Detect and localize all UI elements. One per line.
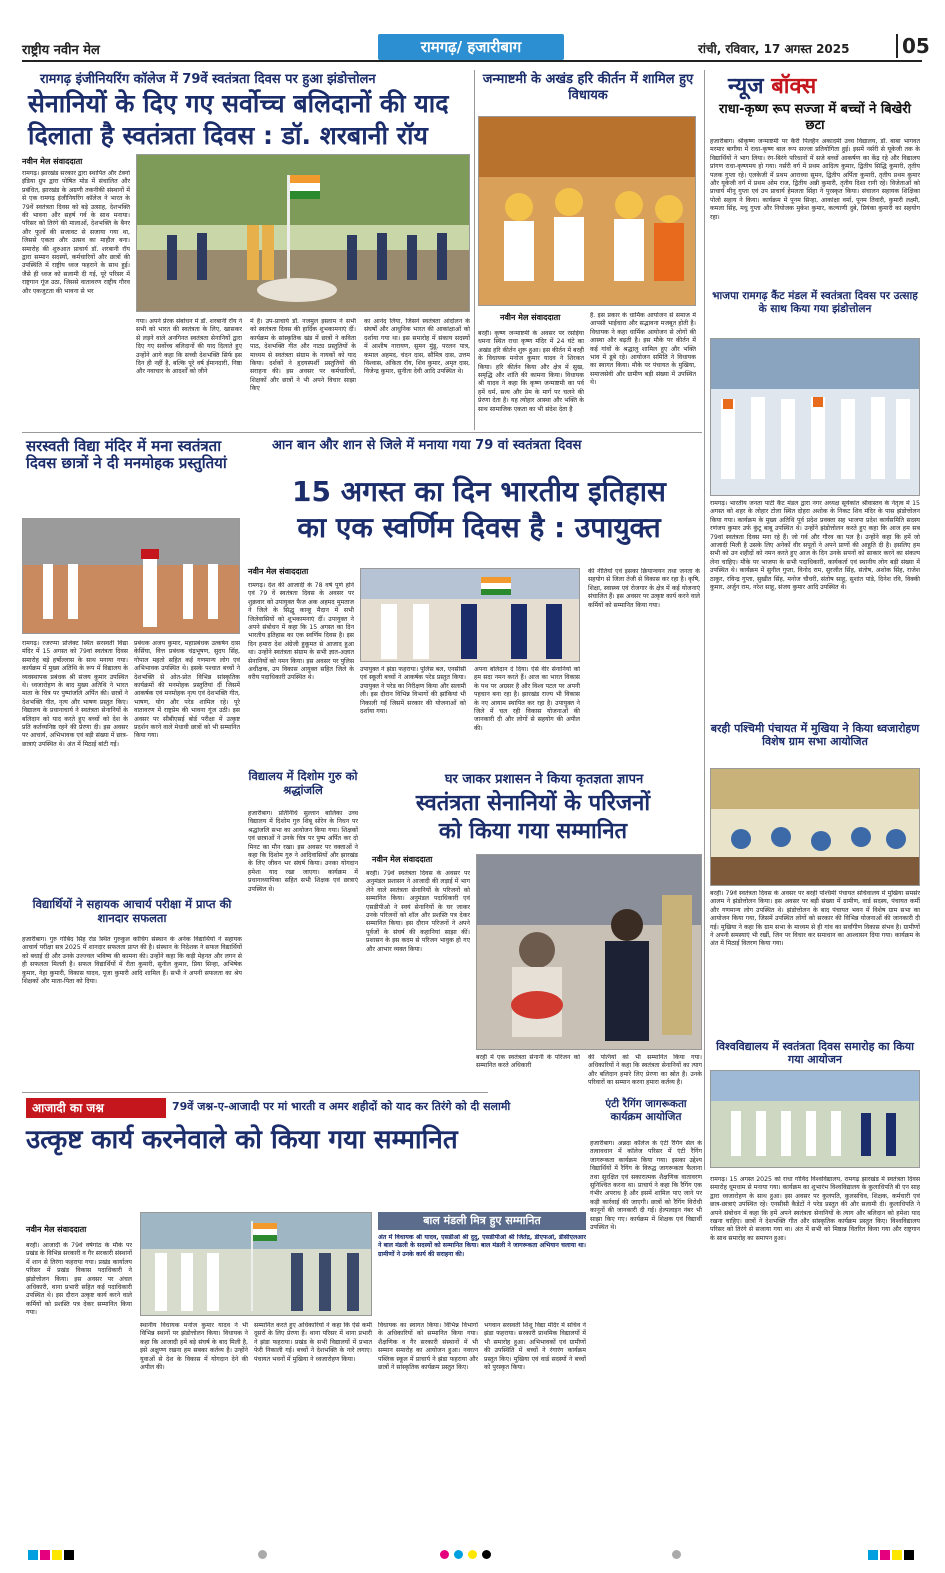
- section-rule: [22, 432, 702, 433]
- story7-text: हजारीबाग। गुरु गोबिंद सिंह रोड स्थित गुरुकुल कोचिंग संस्थान के अनेक विद्यार्थियों ने सहायक आचार्य परीक्षा सत्र 2025 में शानदार सफलता प्राप्त की है। संस्थान के निदेशक ने सफल विद्यार्थियों को बधाई दी और उनके उज्ज्वल भविष्य की कामना की। उन्होंने कहा कि कड़ी मेहनत और लगन से ही सफलता मिलती है। सफल विद्यार्थियों में रीता कुमारी, सुनील कुमार, प्रिया सिन्हा, अभिषेक कुमार, नेहा कुमारी, विकास यादव, पूजा कुमारी आदि शामिल हैं। सभी ने अपनी सफलता का श्रेय शिक्षकों और माता-पिता को दिया।: [22, 936, 242, 986]
- news3-text: बरही। 79वें स्वतंत्रता दिवस के अवसर पर बरही पश्चिमी पंचायत सचिवालय में मुखिया समसेर आलम ने झंडोत्तोलन किया। इस अवसर पर बड़ी संख्या में ग्रामीण, वार्ड सदस्य, पंचायत कर्मी और गणमान्य लोग उपस्थित थे। झंडोत्तोलन के बाद पंचायत भवन में विशेष ग्राम सभा का आयोजन किया गया, जिसमें उपस्थित लोगों को सरकार की विभिन्न योजनाओं की जानकारी दी गई। मुखिया ने कहा कि ग्राम सभा के माध्यम से ही गांव का सर्वांगीण विकास संभव है। ग्रामीणों ने अपनी समस्याएं भी रखीं, जिन पर विचार कर समाधान का आश्वासन दिया गया। कार्यक्रम के अंत में मिठाई वितरण किया गया।: [710, 890, 920, 948]
- story1-byline: नवीन मेल संवाददाता: [22, 157, 83, 166]
- reg-dot: [258, 1550, 267, 1559]
- photo-university-parade: [710, 1070, 920, 1168]
- story9-col1: बरही। आजादी के 79वें वर्षगांठ के मौके पर प्रखंड के विभिन्न सरकारी व गैर सरकारी संस्थानों में शान से तिरंगा फहराया गया। प्रखंड कार्यालय परिसर में प्रखंड विकास पदाधिकारी ने झंडोत्तोलन किया। इस अवसर पर अंचल अधिकारी, थाना प्रभारी सहित कई पदाधिकारी उपस्थित थे। इस दौरान उत्कृष्ट कार्य करने वाले कर्मियों को प्रशस्ति पत्र देकर सम्मानित किया गया।: [26, 1242, 132, 1317]
- story9-headline: उत्कृष्ट कार्य करनेवाले को किया गया सम्मानित: [26, 1125, 458, 1155]
- color-bar-yellow: [52, 1550, 62, 1560]
- photo-bjp-flag: [710, 338, 920, 496]
- news1-text: हजारीबाग। श्रीकृष्ण जन्माष्टमी पर कैरी पिलहैन अकादमी उच्च विद्यालय, डॉ. बाबा भागवत मरमार बागीया में राधा-कृष्ण बाल रूप सज्जा प्रतियोगिता हुई। इसमें नर्सरी से यूकेजी तक के विद्यार्थियों ने भाग लिया। रंग-बिरंगे परिधानों में सजे बच्चों आकर्षण का केंद्र रहे और विद्यालय प्रांगण राधा-कृष्णमय हो गया। नर्सरी वर्ग में प्रथम आदित्य कुमार, द्वितीय सिद्धि कुमारी, तृतीय पलक गुप्ता रहे। एलकेजी में प्रथम आराध्या सुमन, द्वितीय अर्पिता कुमारी, तृतीय प्रथम कुमार और यूकेजी वर्ग में प्रथम ओम राज, द्वितीय अन्नी कुमारी, तृतीय दिशा रानी रहे। विजेताओं को प्राचार्य मीनू गुप्ता एवं उप प्राचार्य हेमलता सिंहा ने पुरस्कृत किया। संचालन सहायक शिक्षिका पोलो सहाय ने किया। कार्यक्रम में पूनम सिन्हा, आकांक्षा वर्मा, पूनम तिवारी, कुमारी लक्ष्मी, कमला सिंह, मधु गुप्ता और नियोजक मुकेश कुमार, कल्याणी दुबे, प्रियंका कुमारी का सहयोग रहा।: [710, 138, 920, 221]
- story-freedom-fighter-families: [364, 770, 702, 1088]
- photo-tiranga-salute: [140, 1212, 372, 1316]
- news-box-title: [728, 70, 816, 100]
- news-box-title-2: बॉक्स: [771, 74, 817, 99]
- news4-headline: विश्वविद्यालय में स्वतंत्रता दिवस समारोह का किया गया आयोजन: [716, 1040, 914, 1067]
- section-rule: [22, 1092, 488, 1093]
- photo-school-parade: [22, 518, 240, 634]
- color-bar-magenta: [880, 1550, 890, 1560]
- story6-text: हजारीबाग। प्रतिनिधि सुल्तान बालिका उच्च विद्यालय में दिशोम गुरु शिबू सोरेन के निधन पर श्रद्धांजलि सभा का आयोजन किया गया। शिक्षकों एवं छात्राओं ने उनके चित्र पर पुष्प अर्पित कर दो मिनट का मौन रखा। इस अवसर पर वक्ताओं ने कहा कि दिशोम गुरु ने आदिवासियों और झारखंड के लिए जीवन भर संघर्ष किया। उनका योगदान हमेशा याद रखा जाएगा। कार्यक्रम में प्रधानाध्यापिका सहित सभी शिक्षक एवं छात्राएं उपस्थित थे।: [248, 810, 358, 893]
- story9-byline: नवीन मेल संवाददाता: [26, 1225, 87, 1234]
- story9-kicker: 79वें जश्न-ए-आजादी पर मां भारती व अमर शहीदों को याद कर तिरंगे को दी सलामी: [172, 1100, 511, 1113]
- story5-col1: रामगढ़। देश की आजादी के 78 वर्ष पूर्ण होने एवं 79 वें स्वतंत्रता दिवस के अवसर पर शुक्रवार को उपायुक्त फैज अक अहमद मुमताज ने जिले के सिद्धू कान्हू मैदान में सभी जिलेवासियों को शुभकामनाएं दीं। उपायुक्त ने अपने संबोधन में कहा कि 15 अगस्त का दिन भारतीय इतिहास का एक स्वर्णिम दिवस है। इस दिन हमारा देश अंग्रेजी हुकूमत से आजाद हुआ था। उन्होंने स्वतंत्रता संग्राम के सभी ज्ञात-अज्ञात सेनानियों को नमन किया। इस अवसर पर पुलिस अधीक्षक, उप विकास आयुक्त सहित जिले के वरीय पदाधिकारी उपस्थित थे।: [248, 582, 354, 682]
- news-box-title-1: न्यूज: [728, 74, 772, 99]
- masthead: [22, 32, 930, 62]
- story1-col2: गया। अपने प्रेरक संबोधन में डॉ. शरबानी रॉय ने सभी को भारत की स्वतंत्रता के लिए, खासकर से लड़ने वाले अनगिनत स्वतंत्रता सेनानियों द्वारा दिए गए सर्वोच्च बलिदानों की याद दिलाते हुए उन्होंने आगे कहा कि सच्ची देशभक्ति सिर्फ इस दिन ही नहीं है, बल्कि पूरे वर्ष ईमानदारी, निष्ठा और नवाचार के आदर्शों को जीने: [136, 318, 242, 376]
- story-anti-ragging: [590, 1096, 702, 1536]
- story4-headline: सरस्वती विद्या मंदिर में मना स्वतंत्रता दिवस छात्रों ने दी मनमोहक प्रस्तुतियां: [26, 437, 227, 472]
- story8-kicker: घर जाकर प्रशासन ने किया कृतज्ञता ज्ञापन: [444, 772, 644, 787]
- story4-col2: प्रबंधक अजय कुमार, महाप्रबंधक उत्कर्षन दास केसिंघा, वित्त प्रबंधक चंद्रभूषण, सुदय सिंह, गोपाल महतो सहित कई गणमान्य लोग एवं अभिभावक उपस्थित थे। इसके पश्चात बच्चों ने देशभक्ति से ओत-प्रोत विभिन्न सांस्कृतिक कार्यक्रमों की मनमोहक प्रस्तुतियां दीं जिसमें आकर्षक एवं मनमोहक नृत्य एवं देशभक्ति गीत, भाषण, योग और परेड शामिल रहे। पूरे वातावरण में राष्ट्रप्रेम की भावना गूंज उठी। इस अवसर पर सीबीएसई बोर्ड परीक्षा में उत्कृष्ट प्रदर्शन करने वाले मेधावी छात्रों को भी सम्मानित किया गया।: [134, 640, 240, 740]
- story-dishom-guru: [248, 770, 358, 1080]
- news2-headline: भाजपा रामगढ़ कैंट मंडल में स्वतंत्रता दिवस पर उत्साह के साथ किया गया झंडोत्तोलन: [712, 290, 918, 315]
- story1-col1: रामगढ़। झारखंड सरकार द्वारा स्थापित और टेक्नो इंडिया ग्रुप द्वारा पोषित मोड में संचालित और प्रबंधित, झारखंड के अग्रणी तकनीकी संस्थानों में से एक रामगढ़ इंजीनियरिंग कॉलेज ने भारत के 79वें स्वतंत्रता दिवस को बड़े उत्साह, देशभक्ति की भावना और सहर्ष गर्व के साथ मनाया। परिसर को तिरंगे की मालाओं, देशभक्ति के बैनर और फूलों की सजावट से सजाया गया था, जिससे एकता और उत्सव का माहौल बना। समारोह की शुरुआत प्राचार्य डॉ. शरबानी रॉय द्वारा सम्मान सदस्यों, कर्मचारियों और छात्रों की उपस्थिति में राष्ट्रीय ध्वज फहराने के साथ हुई। जैसे ही ध्वज को सलामी दी गई, पूरे परिसर में राष्ट्रगान गूंज उठा, जिससे वातावरण राष्ट्रीय गौरव और एकजुटता की भावना से भर: [22, 170, 130, 295]
- story5-col3: अपना बलिदान दे दिया। ऐसे वीर सेनानियों को हम सदा नमन करते हैं। आज का भारत विकास के पथ पर अग्रसर है और विश्व पटल पर अपनी पहचान बना रहा है। झारखंड राज्य भी विकास के नए आयाम स्थापित कर रहा है। उपायुक्त ने जिले में चल रही विकास योजनाओं की जानकारी दी और लोगों से सहयोग की अपील की।: [474, 666, 580, 732]
- photo-flag-hoisting-college: [136, 154, 470, 312]
- page-number: 05: [896, 34, 930, 58]
- news1-headline: राधा-कृष्ण रूप सज्जा में बच्चों ने बिखेरी छटा: [719, 102, 911, 133]
- bal-mandali-text: अंत में विधायक श्री यादव, एसडीओ श्री दुदु, एसडीपीओ श्री जितेंद्र, डीएफओ, डीसीएलआर ने बाल मंडली के सदस्यों को सम्मानित किया। बाल मंडली ने जागरूकता अभियान चलाया था। ग्रामीणों ने उनके कार्य की सराहना की।: [378, 1234, 586, 1258]
- story9-col2: स्थानीय विधायक मनोज कुमार यादव ने भी विभिन्न स्थानों पर झंडोत्तोलन किया। विधायक ने कहा कि आजादी हमें बड़े संघर्ष के बाद मिली है, इसे अक्षुण्ण रखना हम सबका कर्तव्य है। उन्होंने युवाओं से देश के विकास में योगदान देने की अपील की।: [140, 1322, 248, 1372]
- story-sahayak-acharya: [22, 898, 242, 1088]
- story-saraswati-vidya-mandir: [22, 436, 240, 896]
- photo-district-flag: [360, 568, 580, 662]
- story1-headline-2: दिलाता है स्वतंत्रता दिवस : डॉ. शरबानी रॉय: [28, 121, 428, 150]
- news-box: [708, 68, 922, 1170]
- color-bar-yellow: [892, 1550, 902, 1560]
- story-upayukt: [246, 436, 702, 766]
- color-bar-black: [64, 1550, 74, 1560]
- story8-col2: की पत्नियों को भी सम्मानित किया गया। अधिकारियों ने कहा कि स्वतंत्रता सेनानियों का त्याग और बलिदान हमारे लिए प्रेरणा का स्रोत है। उनके परिवारों का सम्मान करना हमारा कर्तव्य है।: [588, 1054, 702, 1086]
- story8-headline-1: स्वतंत्रता सेनानियों के परिजनों: [415, 791, 651, 816]
- footer-marks: [22, 1546, 922, 1566]
- photo-gram-sabha: [710, 768, 920, 886]
- story2-headline: जन्माष्टमी के अखंड हरि कीर्तन में शामिल हुए विधायक: [482, 72, 694, 103]
- story-aazadi-ka-jashn: [22, 1096, 586, 1536]
- story4-col1: रामगढ़। रजरप्पा प्रोजेक्ट स्थित सरस्वती विद्या मंदिर में 15 अगस्त को 79वां स्वतंत्रता दिवस समारोह बड़े हर्षोल्लास के साथ मनाया गया। कार्यक्रम में मुख्य अतिथि के रूप में विद्यालय के व्यवस्थापक प्रबंधक श्री संजय कुमार उपस्थित थे। ध्वजारोहण के बाद मुख्य अतिथि ने भारत माता के चित्र पर पुष्पांजलि अर्पित की। छात्रों ने देशभक्ति गीत, नृत्य और भाषण प्रस्तुत किए। विद्यालय के प्रधानाचार्य ने स्वतंत्रता सेनानियों के बलिदान को याद करते हुए बच्चों को देश के प्रति कर्तव्यनिष्ठ रहने की प्रेरणा दी। इस अवसर पर आचार्य, अभिभावक एवं बड़ी संख्या में छात्र-छात्राएं उपस्थित थे। अंत में मिठाई बांटी गई।: [22, 640, 128, 748]
- story8-headline-2: को किया गया सम्मानित: [438, 819, 628, 844]
- story-janmashtami-kirtan: [478, 70, 698, 430]
- reg-dot-cyan: [454, 1550, 463, 1559]
- story1-col3: में हैं। उप-प्राचार्य डॉ. नजमुल इस्लाम ने सभी को स्वतंत्रता दिवस की हार्दिक शुभकामनाएं दीं। कार्यक्रम के सांस्कृतिक खंड में छात्रों ने कविता पाठ, देशभक्ति गीत और नाट्य प्रस्तुतियों के माध्यम से स्वतंत्रता संग्राम के नायकों को याद किया। दर्शकों ने हृदयस्पर्शी प्रस्तुतियों की सराहना की। इस अवसर पर कर्मचारियों, शिक्षकों और छात्रों ने भी अपने विचार साझा किए: [250, 318, 356, 393]
- bal-mandali-heading: बाल मंडली मित्र हुए सम्मानित: [378, 1212, 586, 1230]
- news4-text: रामगढ़। 15 अगस्त 2025 को राधा गोविंद विश्वविद्यालय, रामगढ़ झारखंड में स्वतंत्रता दिवस समारोह धूमधाम से मनाया गया। कार्यक्रम का शुभारंभ विश्वविद्यालय के कुलाधिपति बी एन साह द्वारा ध्वजारोहण के साथ हुआ। इस अवसर पर कुलपति, कुलसचिव, शिक्षक, कर्मचारी एवं छात्र-छात्राएं उपस्थित रहे। एनसीसी कैडेटों ने परेड प्रस्तुत की और सलामी दी। कुलाधिपति ने अपने संबोधन में कहा कि हमें अपने स्वतंत्रता सेनानियों के त्याग और बलिदान को हमेशा याद रखना चाहिए। छात्रों ने देशभक्ति गीत और सांस्कृतिक कार्यक्रम प्रस्तुत किए। विश्वविद्यालय परिसर को तिरंगे से सजाया गया था। अंत में सभी को मिष्ठान्न वितरित किया गया और राष्ट्रगान के साथ समारोह का समापन हुआ।: [710, 1176, 920, 1242]
- story1-col4: का आनंद लिया, जिसने स्वतंत्रता आंदोलन के संघर्षों और आधुनिक भारत की आकांक्षाओं को दर्शाया गया था। इस समारोह में संकाय सदस्यों में आशीष नारायण, सुमन मुंडू, परलन पात्र, कमाल अहमद, चंदन दास, सौमित्र दास, उत्तम विश्वास, अंकिता रॉय, शिव कुमार, अमृत दास, विजेन्द्र कुमार, सुनीता देवी आदि उपस्थित थे।: [364, 318, 470, 376]
- photo-senani-caption: बरही में एक स्वतंत्रता सेनानी के परिजन को सम्मानित करते अधिकारी: [476, 1054, 580, 1070]
- color-bar-black: [904, 1550, 914, 1560]
- dateline: रांची, रविवार, 17 अगस्त 2025: [698, 42, 850, 56]
- story8-byline: नवीन मेल संवाददाता: [372, 855, 433, 864]
- section-banner: रामगढ़/ हजारीबाग: [378, 34, 564, 60]
- news3-headline: बरही पश्चिमी पंचायत में मुखिया ने किया ध्वजारोहण विशेष ग्राम सभा आयोजित: [710, 722, 920, 749]
- story9-col5: भगवान सरस्वती शिशु विद्या मंदिर में सचिव ने झंडा फहराया। सरकारी प्राथमिक विद्यालयों में भी समारोह हुआ। अभिभावकों एवं ग्रामीणों की उपस्थिति में बच्चों ने रंगारंग कार्यक्रम प्रस्तुत किए। मुखिया एवं वार्ड सदस्यों ने बच्चों को पुरस्कृत किया।: [484, 1322, 586, 1372]
- story1-headline-1: सेनानियों के दिए गए सर्वोच्च बलिदानों की याद: [28, 89, 449, 118]
- bal-mandali-box: [378, 1212, 586, 1312]
- column-rule: [474, 70, 475, 430]
- story6-headline: विद्यालय में दिशोम गुरु को श्रद्धांजलि: [248, 769, 358, 797]
- story1-kicker: रामगढ़ इंजीनियरिंग कॉलेज में 79वें स्वतंत्रता दिवस पर हुआ झंडोत्तोलन: [40, 72, 376, 87]
- story2-byline: नवीन मेल संवाददाता: [500, 313, 561, 322]
- color-bar-cyan: [868, 1550, 878, 1560]
- reg-dot-yellow: [468, 1550, 477, 1559]
- story5-byline: नवीन मेल संवाददाता: [248, 567, 309, 576]
- story-engineering-college: [22, 70, 470, 430]
- story2-col1: बरही। कृष्ण जन्माष्टमी के अवसर पर रसोईया धमना स्थित राधा कृष्ण मंदिर में 24 घंटे का अखंड हरि कीर्तन शुरू हुआ। इस कीर्तन में बरही के विधायक मनोज कुमार यादव ने शिरकत किया। हरि कीर्तन किया और क्षेत्र में सुख, समृद्धि और शांति की कामना किया। विधायक श्री यादव ने कहा कि कृष्ण जन्माष्टमी का पर्व हमें धर्म, सत्य और प्रेम के मार्ग पर चलने की प्रेरणा देता है। यह त्योहार आस्था और भक्ति के साथ सामाजिक एकता का भी संदेश देता है: [478, 330, 584, 413]
- brand: राष्ट्रीय नवीन मेल: [22, 43, 100, 58]
- story8-col1: बरही। 79वें स्वतंत्रता दिवस के अवसर पर अनुमंडल प्रशासन ने आजादी की लड़ाई में भाग लेने वाले स्वतंत्रता सेनानियों के परिजनों को सम्मानित किया। अनुमंडल पदाधिकारी एवं एसडीपीओ ने स्वयं सेनानियों के घर जाकर उनके परिजनों को शॉल और प्रशस्ति पत्र देकर सम्मानित किया। इस दौरान परिजनों ने अपने पूर्वजों के संघर्ष की कहानियां साझा कीं। प्रशासन के इस कदम से परिजन भावुक हो गए और आभार व्यक्त किया।: [366, 870, 470, 953]
- story10-headline: एंटी रैगिंग जागरूकता कार्यक्रम आयोजित: [605, 1098, 687, 1123]
- story5-col2: उपायुक्त ने झंडा फहराया। पुलिस बल, एनसीसी एवं स्कूली बच्चों ने आकर्षक परेड प्रस्तुत किया। उपायुक्त ने परेड का निरीक्षण किया और सलामी ली। इस दौरान विभिन्न विभागों की झांकियां भी निकाली गईं जिसमें सरकार की योजनाओं को दर्शाया गया।: [360, 666, 466, 716]
- story9-col4: विधायक का स्वागत किया। विभिन्न विभागों के अधिकारियों को सम्मानित किया गया। शैक्षणिक व गैर सरकारी संस्थानों में भी सम्मान समारोह का आयोजन हुआ। नवरत्न पब्लिक स्कूल में प्राचार्य ने झंडा फहराया और छात्रों ने सांस्कृतिक कार्यक्रम प्रस्तुत किए।: [378, 1322, 478, 1372]
- reg-dot: [672, 1550, 681, 1559]
- news2-text: रामगढ़। भारतीय जनता पार्टी कैंट मंडल द्वारा नगर अध्यक्ष सूर्यकांत श्रीवास्तव के नेतृत्व में 15 अगस्त को शहर के लोहार टोला स्थित दोहरा अशोक के निकट शिव मंदिर के पास झंडोत्तोलन किया गया। कार्यक्रम के मुख्य अतिथि पूर्व प्रदेश प्रवक्ता सह भाजपा प्रदेश कार्यसमिति सदस्य रणंजय कुमार उर्फ कुंटू बाबू उपस्थित थे। उन्होंने झंडोत्तोलन करते हुए कहा कि आज हम सब 79वां स्वतंत्रता दिवस मना रहे हैं। जो गर्व और गौरव का पल है। उन्होंने कहा कि हमें जो आजादी मिली है उसके लिए अनेकों वीर सपूतों ने अपने प्राणों की आहुति दी है। इसलिए हम सभी को उन शहीदों को नमन करते हुए आज के दिन उनके सपनों को साकार करने का संकल्प लेना चाहिए। मौके पर भाजपा के सभी पदाधिकारी, कार्यकर्ता एवं स्थानीय लोग बड़ी संख्या में उपस्थित थे। कार्यक्रम में सुनील गुप्ता, विनोद राम, सुरजीत सिंह, संतोष, अशोक सिंह, राजेश ठाकुर, रविन्द्र गुप्ता, सुखीत सिंह, मनोज चौधरी, संतोष साहू, सुशांत पांडे, दिनेश रवि, विक्की कुमार, अर्जुन राम, नरेश साहू, संजय कुमार आदि उपस्थित थे।: [710, 500, 920, 592]
- story5-headline-2: का एक स्वर्णिम दिवस है : उपायुक्त: [297, 511, 661, 544]
- color-bar-magenta: [40, 1550, 50, 1560]
- reg-dot-black: [482, 1550, 491, 1559]
- story2-col2: है. इस प्रकार के धार्मिक आयोजन से समाज में आपसी भाईचारा और सद्भावना मजबूत होती है। विधायक ने कहा धार्मिक आयोजन से लोगों की आस्था और बढ़ती है। इस मौके पर कीर्तन में कई गांवों के श्रद्धालु शामिल हुए और भक्ति भाव में डूबे रहे। आयोजन समिति ने विधायक का स्वागत किया। मौके पर पंचायत के मुखिया, समाजसेवी और ग्रामीण बड़ी संख्या में उपस्थित थे।: [590, 312, 696, 387]
- section-tag: आजादी का जश्न: [26, 1098, 166, 1118]
- photo-senani-family: [476, 854, 702, 1050]
- column-rule: [704, 70, 705, 1170]
- color-bar-cyan: [28, 1550, 38, 1560]
- story5-kicker: आन बान और शान से जिले में मनाया गया 79 वां स्वतंत्रता दिवस: [272, 438, 582, 453]
- story10-text: हजारीबाग। अन्नदा कॉलेज के एंटी रैगिंग सेल के तत्वावधान में कॉलेज परिसर में एंटी रैगिंग जागरूकता कार्यक्रम किया गया। इसका उद्देश्य विद्यार्थियों में रैगिंग के विरुद्ध जागरूकता फैलाना तथा सुरक्षित एवं सकारात्मक शैक्षणिक वातावरण सुनिश्चित करना था। प्राचार्य ने कहा कि रैगिंग एक गंभीर अपराध है और इसमें शामिल पाए जाने पर कड़ी कार्रवाई की जाएगी। छात्रों को रैगिंग विरोधी कानूनों की जानकारी दी गई। हेल्पलाइन नंबर भी साझा किए गए। कार्यक्रम में शिक्षक एवं विद्यार्थी उपस्थित थे।: [590, 1140, 702, 1232]
- story7-headline: विद्यार्थियों ने सहायक आचार्य परीक्षा में प्राप्त की शानदार सफलता: [32, 897, 232, 925]
- photo-kirtan: [478, 116, 696, 306]
- story5-headline-1: 15 अगस्त का दिन भारतीय इतिहास: [292, 475, 666, 508]
- reg-dot-magenta: [440, 1550, 449, 1559]
- story9-col3: सम्मानित करते हुए अधिकारियों ने कहा कि ऐसे कर्मी दूसरों के लिए प्रेरणा हैं। थाना परिसर में थाना प्रभारी ने झंडा फहराया। प्रखंड के सभी विद्यालयों में प्रभात फेरी निकाली गई। बच्चों ने देशभक्ति के नारे लगाए। पंचायत भवनों में मुखिया ने ध्वजारोहण किया।: [254, 1322, 372, 1363]
- story5-col4: की नीतियों एवं इसका क्रियान्वयन तथा जनता के सहयोग से जिला तेजी से विकास कर रहा है। कृषि, शिक्षा, स्वास्थ्य एवं रोजगार के क्षेत्र में कई योजनाएं संचालित हैं। इस अवसर पर उत्कृष्ट कार्य करने वाले कर्मियों को सम्मानित किया गया।: [588, 568, 700, 609]
